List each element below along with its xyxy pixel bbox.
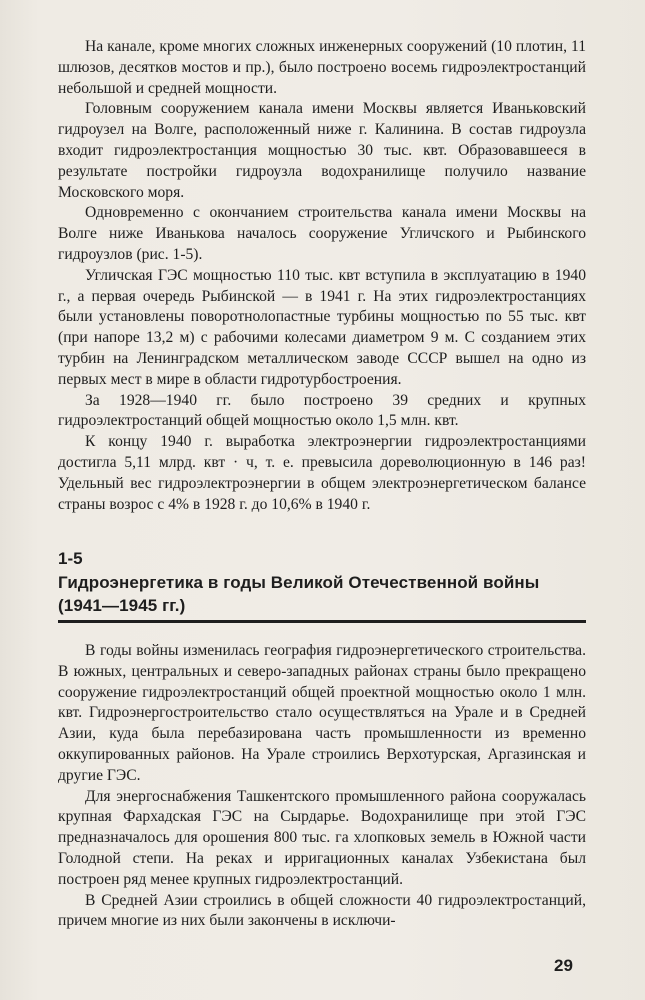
paragraph: К концу 1940 г. выработка электроэнергии гидроэлектростанциями достигла 5,11 млрд. квт · ч, т. е. превысила дореволюционную в 146 раз! Удельный вес гидроэлектроэнергии в общем электроэнергетическом балансе страны возрос с 4% в 1928 г. до 10,6% в 1940 г. [58,433,586,513]
paragraph: В годы войны изменилась география гидроэнергетического строительства. В южных, центральных и северо-западных районах страны было прекращено сооружение гидроэлектростанций общей проектной мощностью около 1 млн. квт. Гидроэнергостроительство стало осуществляться на Урале и в Средней Азии, куда была перебазирована часть промышленности из временно оккупированных районов. На Урале строились Верхотурская, Аргазинская и другие ГЭС. [58,642,586,784]
page-number: 29 [554,956,573,975]
paragraph: Одновременно с окончанием строительства канала имени Москвы на Волге ниже Иванькова началось сооружение Угличского и Рыбинского гидроузлов (рис. 1-5). [58,204,586,263]
text-block-bottom [58,641,586,932]
paragraph: На канале, кроме многих сложных инженерных сооружений (10 плотин, 11 шлюзов, десятков мостов и пр.), было построено восемь гидроэлектростанций небольшой и средней мощности. [58,38,586,97]
section-divider [58,620,586,623]
paragraph: За 1928—1940 гг. было построено 39 средних и крупных гидроэлектростанций общей мощностью около 1,5 млн. квт. [58,391,586,430]
paragraph: Угличская ГЭС мощностью 110 тыс. квт вступила в эксплуатацию в 1940 г., а первая очередь Рыбинской — в 1941 г. На этих гидроэлектростанциях были установлены поворотнолопастные турбины мощностью по 55 тыс. квт (при напоре 13,2 м) с рабочими колесами диаметром 9 м. С созданием этих турбин на Ленинградском металлическом заводе СССР вышел на одно из первых мест в мире в области гидротурбостроения. [58,266,586,388]
paragraph: Для энергоснабжения Ташкентского промышленного района сооружалась крупная Фархадская ГЭС на Сырдарье. Водохранилище при этой ГЭС предназначалось для орошения 800 тыс. га хлопковых земель в Южной части Голодной степи. На реках и ирригационных каналах Узбекистана был построен ряд менее крупных гидроэлектростанций. [58,787,586,888]
text-block-top [58,37,586,515]
section-number: 1-5 [58,549,83,568]
section-title: Гидроэнергетика в годы Великой Отечественной войны (1941—1945 гг.) [58,573,540,615]
paragraph: В Средней Азии строились в общей сложности 40 гидроэлектростанций, причем многие из них были закончены в исключи- [58,891,586,930]
paragraph: Головным сооружением канала имени Москвы является Иваньковский гидроузел на Волге, расположенный ниже г. Калинина. В состав гидроузла входит гидроэлектростанция мощностью 30 тыс. квт. Образовавшееся в результате постройки гидроузла водохранилище получило название Московского моря. [58,100,586,201]
